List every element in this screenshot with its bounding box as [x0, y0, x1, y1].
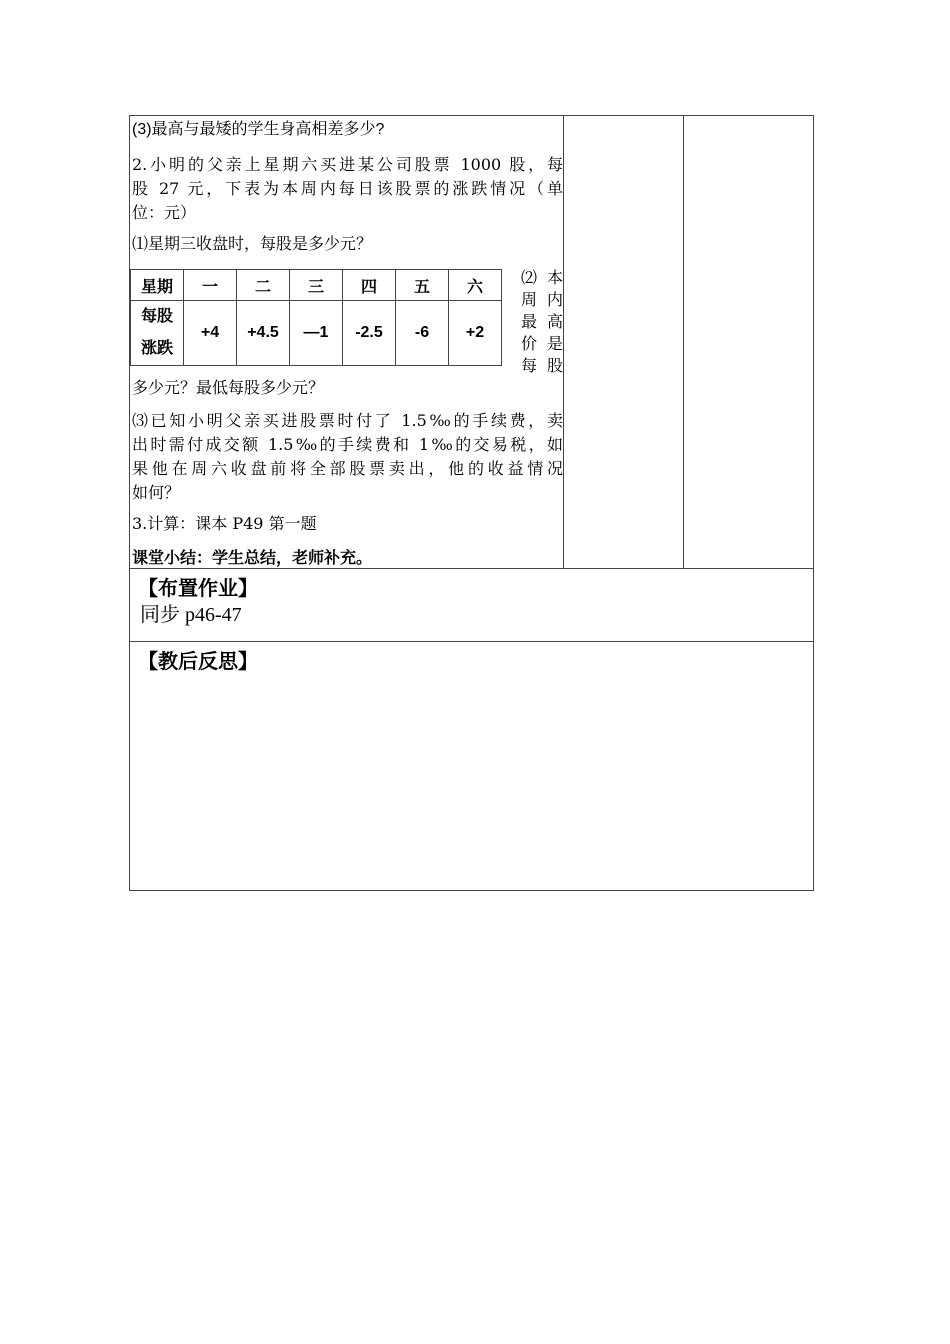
side-text-line: 最 高 — [521, 312, 563, 331]
homework-content: 同步 p46-47 — [140, 604, 242, 626]
row-divider — [130, 641, 813, 642]
day-cell: 四 — [343, 270, 396, 301]
table-row — [131, 270, 502, 301]
day-cell: 二 — [237, 270, 290, 301]
side-text-line: 周 内 — [521, 290, 563, 309]
question-1: ⑴星期三收盘时，每股是多少元？ — [132, 234, 373, 253]
column-divider — [563, 116, 564, 568]
question-3-line-3: 果他在周六收盘前将全部股票卖出，他的收益情况 — [132, 459, 563, 478]
table-row — [131, 301, 502, 366]
question-2-continued: 多少元？最低每股多少元？ — [132, 378, 325, 397]
change-row-header — [131, 301, 184, 366]
question-3-line-1: ⑶已知小明父亲买进股票时付了 1.5‰的手续费，卖 — [132, 411, 563, 430]
question-3-line-2: 出时需付成交额 1.5‰的手续费和 1‰的交易税，如 — [132, 435, 563, 454]
question-2-side-text — [521, 267, 563, 377]
change-cell: -6 — [396, 301, 449, 366]
day-cell: 一 — [184, 270, 237, 301]
change-cell: +4.5 — [237, 301, 290, 366]
problem-3: 3.计算：课本 P49 第一题 — [132, 514, 317, 533]
change-cell: —1 — [290, 301, 343, 366]
day-cell: 三 — [290, 270, 343, 301]
class-summary: 课堂小结：学生总结，老师补充。 — [132, 548, 373, 567]
change-cell: +4 — [184, 301, 237, 366]
problem-2-line-2: 股 27 元，下表为本周内每日该股票的涨跌情况（单 — [132, 179, 563, 198]
problem-2-line-3: 位：元） — [132, 203, 197, 222]
change-cell: -2.5 — [343, 301, 396, 366]
stock-change-table — [130, 269, 502, 366]
side-text-line: 价 是 — [521, 334, 563, 353]
weekday-header: 星期 — [131, 270, 184, 301]
question-3-line-4: 如何？ — [132, 483, 181, 502]
side-text-line: 每 股 — [521, 356, 563, 375]
day-cell: 五 — [396, 270, 449, 301]
homework-title: 【布置作业】 — [138, 576, 258, 600]
column-divider — [683, 116, 684, 568]
change-label-line-1: 每股 — [140, 308, 173, 325]
day-cell: 六 — [449, 270, 502, 301]
problem-2-line-1: 2.小明的父亲上星期六买进某公司股票 1000 股，每 — [132, 155, 563, 174]
side-text-line: ⑵ 本 — [521, 268, 563, 287]
change-label-line-2: 涨跌 — [140, 340, 173, 357]
change-cell: +2 — [449, 301, 502, 366]
reflection-title: 【教后反思】 — [138, 649, 258, 673]
question-3-height: (3)最高与最矮的学生身高相差多少? — [132, 121, 385, 138]
lesson-plan-table — [129, 115, 814, 891]
